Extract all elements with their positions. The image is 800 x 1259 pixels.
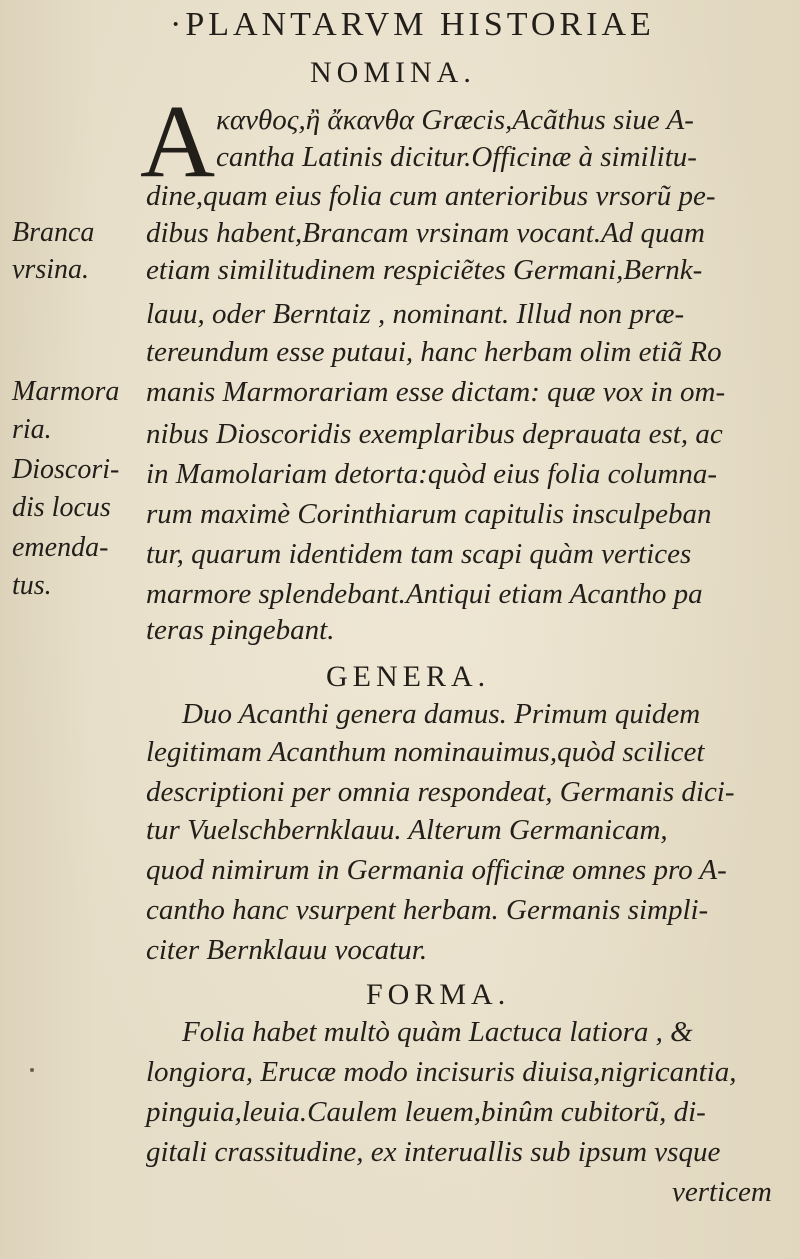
- text-line: tereundum esse putaui, hanc herbam olim etiã Ro: [146, 336, 722, 368]
- text-line: tur, quarum identidem tam scapi quàm vertices: [146, 538, 692, 570]
- text-line: gitali crassitudine, ex interuallis sub ipsum vsque: [146, 1136, 721, 1168]
- text-line: dibus habent,Brancam vrsinam vocant.Ad quam: [146, 217, 705, 249]
- ink-speck: [30, 1068, 34, 1072]
- running-head: ·PLANTARVM HISTORIAE: [170, 6, 655, 43]
- text-line: pinguia,leuia.Caulem leuem,binûm cubitorũ, di-: [146, 1096, 706, 1128]
- text-line: lauu, oder Berntaiz , nominant. Illud non præ-: [146, 298, 685, 330]
- text-line: longiora, Erucæ modo incisuris diuisa,nigricantia,: [146, 1056, 737, 1088]
- text-line: dine,quam eius folia cum anterioribus vrsorũ pe-: [146, 180, 716, 212]
- margin-note: Branca: [12, 217, 95, 248]
- text-line: cantha Latinis dicitur.Officinæ à similitu-: [216, 141, 697, 173]
- text-line: verticem: [672, 1176, 772, 1208]
- margin-note: tus.: [12, 570, 52, 601]
- margin-note: Dioscori-: [12, 454, 120, 485]
- text-line: teras pingebant.: [146, 614, 335, 646]
- margin-note: vrsina.: [12, 254, 89, 285]
- text-line: marmore splendebant.Antiqui etiam Acantho pa: [146, 578, 703, 610]
- text-line: manis Marmorariam esse dictam: quæ vox in om-: [146, 376, 726, 408]
- text-line: legitimam Acanthum nominauimus,quòd scilicet: [146, 736, 705, 768]
- text-line: etiam similitudinem respiciẽtes Germani,Bernk-: [146, 254, 703, 286]
- section-heading-nomina: NOMINA.: [310, 56, 476, 89]
- text-line: Duo Acanthi genera damus. Primum quidem: [182, 698, 701, 730]
- margin-note: ria.: [12, 414, 52, 445]
- text-line: κανθος,ἢ ἄκανθα Græcis,Acãthus siue A-: [216, 104, 694, 136]
- margin-note: Marmora: [12, 376, 120, 407]
- drop-cap: A: [140, 84, 216, 199]
- text-line: in Mamolariam detorta:quòd eius folia columna-: [146, 458, 718, 490]
- text-line: cantho hanc vsurpent herbam. Germanis simpli-: [146, 894, 709, 926]
- text-line: Folia habet multò quàm Lactuca latiora , &: [182, 1016, 693, 1048]
- margin-note: emenda-: [12, 532, 109, 563]
- section-heading-genera: GENERA.: [326, 660, 491, 693]
- text-line: descriptioni per omnia respondeat, Germanis dici-: [146, 776, 735, 808]
- margin-note: dis locus: [12, 492, 111, 523]
- text-line: rum maximè Corinthiarum capitulis insculpeban: [146, 498, 712, 530]
- section-heading-forma: FORMA.: [366, 978, 511, 1011]
- text-line: nibus Dioscoridis exemplaribus deprauata est, ac: [146, 418, 723, 450]
- text-line: citer Bernklauu vocatur.: [146, 934, 428, 966]
- text-line: quod nimirum in Germania officinæ omnes pro A-: [146, 854, 727, 886]
- text-line: tur Vuelschbernklauu. Alterum Germanicam,: [146, 814, 668, 846]
